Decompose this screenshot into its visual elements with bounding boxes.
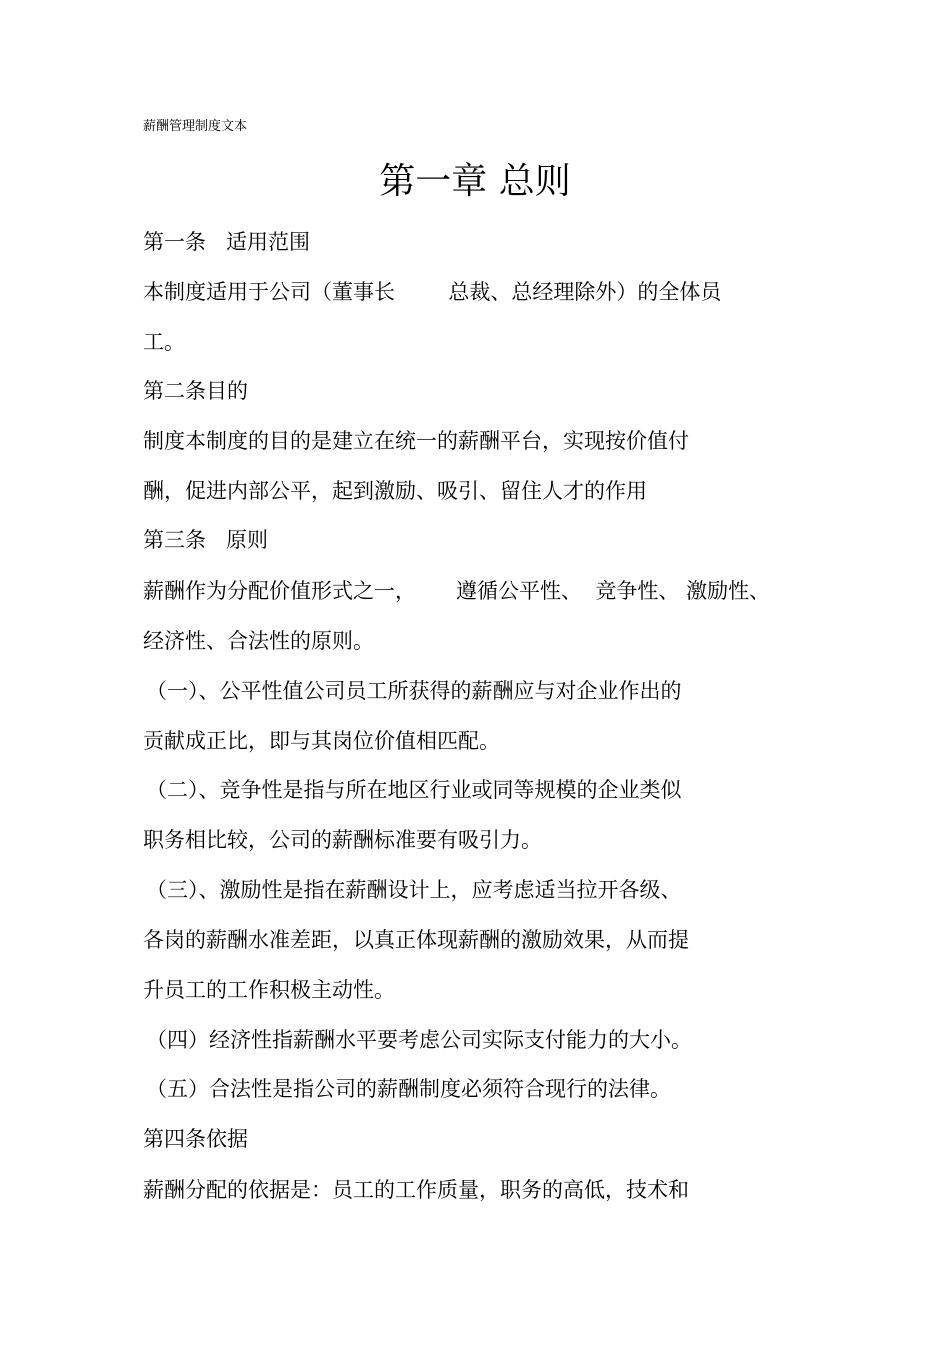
header-note: 薪酬管理制度文本 <box>143 119 248 134</box>
body-text-line: 各岗的薪酬水准差距，以真正体现薪酬的激励效果，从而提 <box>143 928 689 952</box>
principle-3-line: （三）、激励性是指在薪酬设计上，应考虑适当拉开各级、 <box>146 878 682 902</box>
body-text-line: 制度本制度的目的是建立在统一的薪酬平台，实现按价值付 <box>143 429 689 453</box>
body-text-line: 本制度适用于公司（董事长 总裁、总经理除外）的全体员 <box>143 280 722 304</box>
body-text-line: 薪酬作为分配价值形式之一， 遵循公平性、 竞争性、 激励性、 <box>143 579 771 603</box>
principle-4-line: （四）经济性指薪酬水平要考虑公司实际支付能力的大小。 <box>146 1028 692 1052</box>
body-text-line: 薪酬分配的依据是：员工的工作质量，职务的高低，技术和 <box>143 1178 689 1202</box>
body-text-line: 工。 <box>143 330 185 354</box>
article-2-heading: 第二条目的 <box>143 379 248 403</box>
body-text-line: 经济性、合法性的原则。 <box>143 629 374 653</box>
article-4-heading: 第四条依据 <box>143 1127 248 1151</box>
principle-1-line: （一）、公平性值公司员工所获得的薪酬应与对企业作出的 <box>146 679 682 703</box>
body-text-line: 职务相比较，公司的薪酬标准要有吸引力。 <box>143 828 542 852</box>
article-1-heading: 第一条 适用范围 <box>143 230 311 254</box>
chapter-title: 第一章 总则 <box>379 161 571 202</box>
article-3-heading: 第三条 原则 <box>143 528 269 552</box>
body-text-line: 升员工的工作积极主动性。 <box>143 978 395 1002</box>
body-text-line: 酬，促进内部公平，起到激励、吸引、留住人才的作用 <box>143 479 647 503</box>
principle-2-line: （二）、竞争性是指与所在地区行业或同等规模的企业类似 <box>146 778 682 802</box>
body-text-line: 贡献成正比，即与其岗位价值相匹配。 <box>143 729 500 753</box>
principle-5-line: （五）合法性是指公司的薪酬制度必须符合现行的法律。 <box>146 1077 671 1101</box>
